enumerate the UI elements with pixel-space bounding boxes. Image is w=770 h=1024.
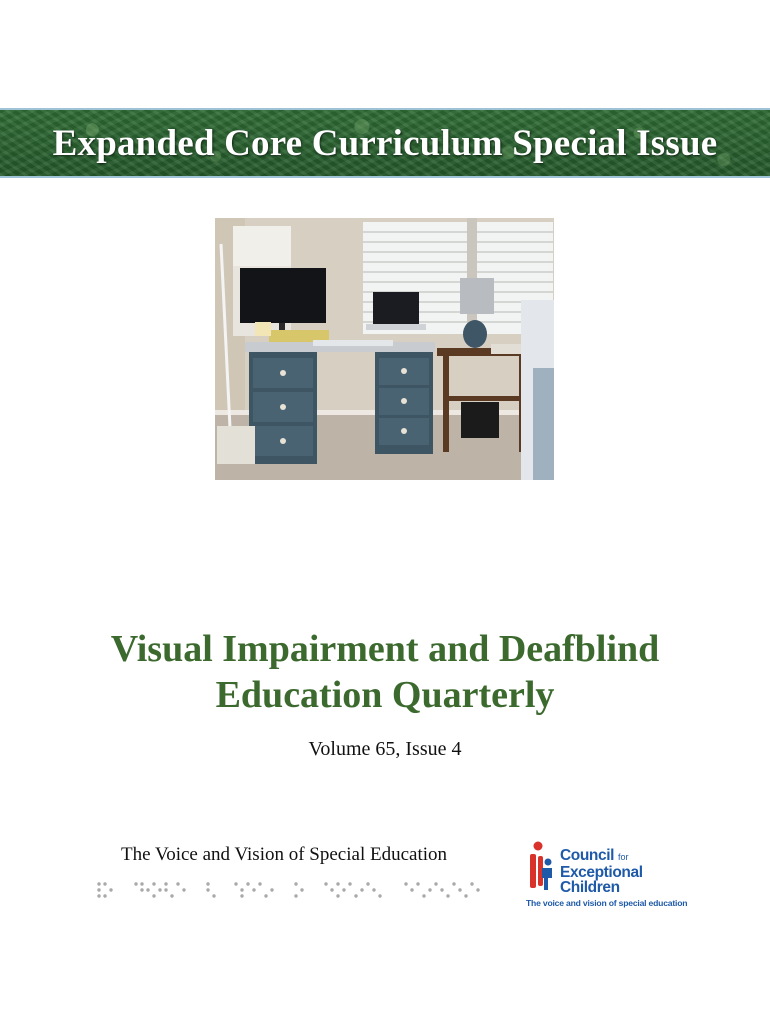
braille-tagline (96, 880, 486, 910)
journal-title-line2: Education Quarterly (215, 674, 555, 716)
cec-name-for: for (617, 852, 629, 862)
cec-logo (522, 836, 688, 912)
cec-subline: The voice and vision of special education (526, 898, 688, 908)
cec-name-council: Council (560, 847, 615, 864)
cec-name-exceptional: Exceptional (560, 864, 643, 881)
cec-figure-icon (524, 840, 558, 896)
journal-title-line1: Visual Impairment and Deafblind (110, 628, 660, 670)
header-banner (0, 108, 770, 178)
cec-name (560, 848, 643, 895)
cec-name-children: Children (560, 879, 620, 896)
cover-photo (215, 218, 554, 480)
banner-title: Expanded Core Curriculum Special Issue (52, 122, 718, 164)
journal-title (0, 626, 770, 718)
volume-issue: Volume 65, Issue 4 (308, 738, 462, 760)
tagline: The Voice and Vision of Special Education (121, 844, 448, 865)
